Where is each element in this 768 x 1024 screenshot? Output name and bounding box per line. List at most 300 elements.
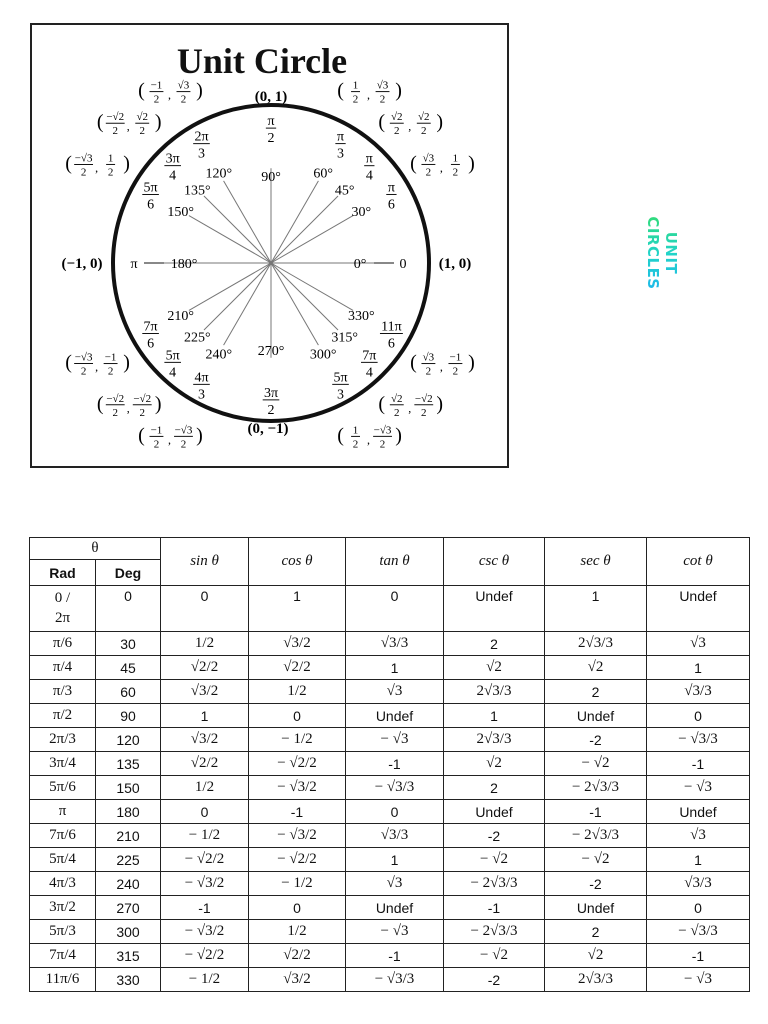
svg-text:2: 2 — [112, 125, 118, 138]
svg-text:,: , — [408, 119, 412, 134]
svg-text:−√3: −√3 — [74, 351, 93, 364]
cell-sin: √3/2 — [161, 680, 249, 704]
cell-rad: 5π/3 — [30, 920, 96, 944]
cell-deg: 0 — [96, 586, 161, 632]
svg-text:): ) — [468, 351, 475, 374]
cell-cot: -1 — [647, 752, 750, 776]
cell-sec: 2√3/3 — [545, 632, 647, 656]
table-row — [30, 872, 750, 896]
svg-text:−√3: −√3 — [74, 152, 93, 165]
cell-csc: 2√3/3 — [444, 680, 545, 704]
svg-text:,: , — [439, 160, 443, 175]
cell-csc: 2 — [444, 776, 545, 800]
cell-cos: 0 — [249, 704, 346, 728]
svg-text:2: 2 — [267, 131, 275, 147]
svg-text:√2: √2 — [390, 392, 403, 405]
svg-text:√3: √3 — [422, 152, 435, 165]
svg-text:(: ( — [337, 424, 344, 447]
cell-tan: Undef — [346, 896, 444, 920]
degree-label: 90° — [261, 170, 281, 186]
cot-header: cot θ — [647, 538, 750, 586]
svg-text:,: , — [367, 432, 371, 447]
svg-text:2: 2 — [452, 365, 459, 378]
svg-text:,: , — [167, 432, 171, 447]
svg-text:): ) — [395, 79, 402, 102]
rad-header: Rad — [30, 560, 96, 586]
degree-label: 210° — [167, 309, 194, 325]
svg-text:2: 2 — [180, 438, 187, 451]
svg-text:1: 1 — [107, 152, 114, 165]
cell-sin: − √3/2 — [161, 872, 249, 896]
table-row — [30, 896, 750, 920]
svg-text:3: 3 — [197, 146, 205, 162]
table-row — [30, 586, 750, 632]
cell-cos: 0 — [249, 896, 346, 920]
svg-text:(: ( — [138, 424, 145, 447]
cell-sin: √2/2 — [161, 656, 249, 680]
cell-tan: √3/3 — [346, 632, 444, 656]
svg-text:2: 2 — [425, 166, 432, 179]
cell-sec: 1 — [545, 586, 647, 632]
svg-text:(: ( — [410, 152, 417, 175]
degree-label: 150° — [167, 204, 194, 220]
svg-text:): ) — [468, 152, 475, 175]
radian-label — [193, 130, 210, 162]
cell-deg: 300 — [96, 920, 161, 944]
coordinate-label — [97, 111, 162, 137]
cell-cot: -1 — [647, 944, 750, 968]
svg-text:√3: √3 — [177, 79, 190, 92]
cell-csc: − √2 — [444, 848, 545, 872]
coordinate-label — [138, 80, 203, 106]
cell-tan: − √3/3 — [346, 776, 444, 800]
svg-text:7π: 7π — [362, 348, 377, 364]
cell-cos: − √3/2 — [249, 824, 346, 848]
cos-header: cos θ — [249, 538, 346, 586]
svg-text:2: 2 — [379, 93, 386, 106]
svg-text:2: 2 — [80, 166, 87, 179]
svg-text:(: ( — [378, 392, 386, 415]
cell-sin: 1/2 — [161, 632, 249, 656]
radian-label — [263, 386, 280, 418]
cell-csc: 1 — [444, 704, 545, 728]
cell-deg: 330 — [96, 968, 161, 992]
svg-text:): ) — [436, 111, 444, 134]
cell-cos: − √2/2 — [249, 752, 346, 776]
cell-rad: π/2 — [30, 704, 96, 728]
cell-sin: √3/2 — [161, 728, 249, 752]
degree-label: 60° — [313, 166, 333, 182]
coordinate-label — [410, 152, 475, 178]
cell-sin: 1/2 — [161, 776, 249, 800]
svg-text:−√2: −√2 — [133, 392, 152, 405]
cell-rad: 3π/4 — [30, 752, 96, 776]
cell-cot: Undef — [647, 586, 750, 632]
deg-header: Deg — [96, 560, 161, 586]
svg-text:−1: −1 — [449, 351, 462, 364]
cell-sin: − √2/2 — [161, 848, 249, 872]
cell-rad: 7π/4 — [30, 944, 96, 968]
cell-cos: √3/2 — [249, 632, 346, 656]
cell-rad: π/3 — [30, 680, 96, 704]
radian-label — [164, 152, 181, 184]
radian-label — [364, 152, 374, 184]
coordinate-label — [97, 393, 162, 419]
circle-title: Unit Circle — [176, 41, 348, 81]
svg-text:,: , — [126, 400, 130, 415]
cell-rad: 0 / 2π — [30, 586, 96, 632]
svg-text:1: 1 — [352, 424, 359, 437]
cell-sin: − 1/2 — [161, 824, 249, 848]
cell-tan: − √3 — [346, 920, 444, 944]
svg-text:,: , — [439, 359, 443, 374]
svg-text:2: 2 — [80, 365, 87, 378]
svg-text:−√2: −√2 — [414, 392, 433, 405]
svg-text:11π: 11π — [381, 319, 402, 335]
coordinate-label — [65, 152, 130, 178]
cell-tan: √3 — [346, 680, 444, 704]
table-body — [30, 586, 750, 992]
cell-deg: 120 — [96, 728, 161, 752]
sec-header: sec θ — [545, 538, 647, 586]
svg-text:2: 2 — [139, 406, 145, 419]
point-left: (−1, 0) — [61, 256, 103, 272]
svg-text:π: π — [365, 151, 373, 167]
cell-cos: − √2/2 — [249, 848, 346, 872]
cell-tan: √3/3 — [346, 824, 444, 848]
degree-label: 225° — [183, 330, 211, 346]
degree-label: 330° — [348, 309, 375, 325]
cell-csc: -1 — [444, 896, 545, 920]
cell-cos: 1/2 — [249, 920, 346, 944]
svg-text:π: π — [387, 180, 395, 196]
cell-rad: π/4 — [30, 656, 96, 680]
table-row — [30, 848, 750, 872]
cell-rad: π — [30, 800, 96, 824]
svg-text:4: 4 — [169, 365, 177, 381]
cell-csc: − 2√3/3 — [444, 872, 545, 896]
cell-cos: − 1/2 — [249, 728, 346, 752]
svg-text:2: 2 — [421, 125, 427, 138]
svg-text:): ) — [154, 111, 162, 134]
svg-text:,: , — [126, 119, 130, 134]
cell-tan: Undef — [346, 704, 444, 728]
cell-sec: 2 — [545, 680, 647, 704]
table-row — [30, 656, 750, 680]
cell-rad: 4π/3 — [30, 872, 96, 896]
cell-rad: 5π/4 — [30, 848, 96, 872]
svg-text:5π: 5π — [143, 180, 158, 196]
degree-label: 240° — [205, 347, 233, 363]
point-bottom: (0, −1) — [247, 421, 289, 437]
cell-cot: √3 — [647, 632, 750, 656]
cell-tan: − √3/3 — [346, 968, 444, 992]
cell-rad: π/6 — [30, 632, 96, 656]
svg-text:): ) — [395, 424, 402, 447]
svg-text:(: ( — [378, 111, 386, 134]
radian-label — [332, 370, 349, 402]
cell-sin: − √3/2 — [161, 920, 249, 944]
point-right: (1, 0) — [438, 256, 472, 272]
table-row — [30, 800, 750, 824]
coordinate-label — [337, 80, 402, 106]
svg-text:4: 4 — [169, 168, 177, 184]
label-180-rad: π — [130, 257, 138, 272]
svg-text:(: ( — [337, 79, 344, 102]
radian-label — [142, 180, 159, 212]
theta-header: θ — [30, 538, 161, 560]
cell-csc: √2 — [444, 752, 545, 776]
svg-text:3π: 3π — [165, 151, 180, 167]
svg-text:4: 4 — [365, 168, 373, 184]
cell-cos: − √3/2 — [249, 776, 346, 800]
svg-text:): ) — [154, 392, 162, 415]
cell-cot: √3/3 — [647, 680, 750, 704]
coordinate-label — [378, 393, 443, 419]
svg-text:π: π — [267, 114, 275, 130]
svg-text:(: ( — [65, 351, 72, 374]
cell-sin: 1 — [161, 704, 249, 728]
cell-sec: √2 — [545, 944, 647, 968]
cell-csc: − √2 — [444, 944, 545, 968]
cell-cot: − √3/3 — [647, 920, 750, 944]
svg-text:3π: 3π — [263, 385, 279, 401]
cell-deg: 315 — [96, 944, 161, 968]
radian-label — [142, 320, 159, 352]
degree-label: 300° — [309, 347, 337, 363]
svg-text:4π: 4π — [194, 370, 209, 386]
cell-sin: − √2/2 — [161, 944, 249, 968]
cell-cos: -1 — [249, 800, 346, 824]
label-0-deg: 0° — [353, 257, 367, 272]
svg-text:7π: 7π — [143, 319, 158, 335]
cell-deg: 135 — [96, 752, 161, 776]
svg-text:2: 2 — [153, 438, 160, 451]
radian-label — [164, 348, 181, 380]
radian-label — [361, 348, 378, 380]
degree-label: 120° — [205, 166, 233, 182]
svg-text:): ) — [123, 351, 130, 374]
svg-text:,: , — [408, 400, 412, 415]
svg-text:√2: √2 — [417, 111, 430, 124]
svg-text:6: 6 — [147, 336, 155, 352]
svg-text:√2: √2 — [136, 111, 149, 124]
cell-cot: 1 — [647, 656, 750, 680]
svg-text:,: , — [95, 359, 99, 374]
svg-text:2: 2 — [107, 365, 114, 378]
sin-header: sin θ — [161, 538, 249, 586]
label-0-rad: 0 — [399, 257, 407, 272]
cell-tan: 1 — [346, 848, 444, 872]
svg-text:−1: −1 — [104, 351, 117, 364]
svg-text:1: 1 — [452, 152, 459, 165]
table-row — [30, 920, 750, 944]
cell-sec: − √2 — [545, 752, 647, 776]
cell-cos: √2/2 — [249, 656, 346, 680]
cell-sec: − 2√3/3 — [545, 776, 647, 800]
svg-text:5π: 5π — [333, 370, 348, 386]
cell-csc: Undef — [444, 586, 545, 632]
cell-sec: √2 — [545, 656, 647, 680]
svg-text:(: ( — [410, 351, 417, 374]
svg-text:√3: √3 — [376, 79, 389, 92]
cell-csc: √2 — [444, 656, 545, 680]
svg-text:2: 2 — [425, 365, 432, 378]
svg-text:3: 3 — [197, 387, 205, 403]
cell-sin: 0 — [161, 586, 249, 632]
svg-text:6: 6 — [387, 197, 395, 213]
cell-deg: 180 — [96, 800, 161, 824]
svg-text:2: 2 — [180, 93, 187, 106]
svg-text:2: 2 — [153, 93, 160, 106]
table-row — [30, 824, 750, 848]
cell-sec: -2 — [545, 728, 647, 752]
cell-rad: 11π/6 — [30, 968, 96, 992]
cell-tan: -1 — [346, 752, 444, 776]
label-180-deg: 180° — [170, 257, 198, 272]
degree-label: 315° — [331, 330, 359, 346]
coordinate-label — [378, 111, 443, 137]
tan-header: tan θ — [346, 538, 444, 586]
cell-cos: − 1/2 — [249, 872, 346, 896]
radian-label — [386, 180, 396, 212]
cell-deg: 60 — [96, 680, 161, 704]
svg-text:−√2: −√2 — [106, 392, 125, 405]
radian-label — [266, 114, 276, 146]
cell-tan: 0 — [346, 586, 444, 632]
table-row — [30, 704, 750, 728]
svg-text:2: 2 — [352, 438, 359, 451]
table-row — [30, 776, 750, 800]
svg-text:2: 2 — [394, 406, 400, 419]
svg-text:−1: −1 — [150, 79, 163, 92]
cell-csc: -2 — [444, 968, 545, 992]
cell-tan: 1 — [346, 656, 444, 680]
svg-text:2π: 2π — [194, 129, 209, 145]
svg-text:π: π — [336, 129, 345, 145]
svg-text:√3: √3 — [422, 351, 435, 364]
svg-text:(: ( — [65, 152, 72, 175]
cell-cos: √2/2 — [249, 944, 346, 968]
coordinate-label — [65, 352, 130, 378]
svg-text:2: 2 — [379, 438, 386, 451]
csc-header: csc θ — [444, 538, 545, 586]
cell-csc: -2 — [444, 824, 545, 848]
cell-deg: 225 — [96, 848, 161, 872]
degree-label: 135° — [183, 183, 211, 199]
table-row — [30, 680, 750, 704]
svg-text:−1: −1 — [150, 424, 163, 437]
radian-label — [335, 130, 345, 162]
svg-text:2: 2 — [139, 125, 145, 138]
cell-cos: √3/2 — [249, 968, 346, 992]
cell-sec: − 2√3/3 — [545, 824, 647, 848]
cell-cot: Undef — [647, 800, 750, 824]
cell-cos: 1 — [249, 586, 346, 632]
cell-sin: 0 — [161, 800, 249, 824]
cell-cos: 1/2 — [249, 680, 346, 704]
svg-text:,: , — [167, 87, 171, 102]
table-row — [30, 944, 750, 968]
cell-sec: Undef — [545, 704, 647, 728]
coordinate-label — [138, 424, 203, 450]
cell-sec: 2 — [545, 920, 647, 944]
svg-text:6: 6 — [147, 197, 155, 213]
cell-csc: − 2√3/3 — [444, 920, 545, 944]
cell-tan: 0 — [346, 800, 444, 824]
svg-text:−√3: −√3 — [174, 424, 193, 437]
degree-label: 45° — [334, 183, 355, 199]
cell-sin: √2/2 — [161, 752, 249, 776]
cell-rad: 5π/6 — [30, 776, 96, 800]
cell-csc: 2 — [444, 632, 545, 656]
svg-text:(: ( — [96, 392, 104, 415]
cell-deg: 270 — [96, 896, 161, 920]
svg-text:(: ( — [96, 111, 104, 134]
svg-text:2: 2 — [394, 125, 400, 138]
svg-text:3: 3 — [337, 387, 345, 403]
cell-cot: 1 — [647, 848, 750, 872]
cell-csc: Undef — [444, 800, 545, 824]
cell-sec: Undef — [545, 896, 647, 920]
cell-deg: 150 — [96, 776, 161, 800]
svg-text:,: , — [367, 87, 371, 102]
svg-text:6: 6 — [387, 336, 395, 352]
svg-text:): ) — [123, 152, 130, 175]
radian-label — [380, 320, 403, 352]
table-row — [30, 968, 750, 992]
coordinate-label — [410, 352, 475, 378]
svg-text:2: 2 — [107, 166, 114, 179]
svg-text:,: , — [95, 160, 99, 175]
table-row — [30, 728, 750, 752]
cell-cot: √3 — [647, 824, 750, 848]
trig-values-table — [29, 537, 750, 992]
cell-rad: 3π/2 — [30, 896, 96, 920]
cell-deg: 30 — [96, 632, 161, 656]
cell-sin: -1 — [161, 896, 249, 920]
cell-sec: − √2 — [545, 848, 647, 872]
cell-cot: − √3 — [647, 776, 750, 800]
svg-text:2: 2 — [452, 166, 459, 179]
table-row — [30, 632, 750, 656]
radian-label — [193, 370, 210, 402]
table-row — [30, 752, 750, 776]
cell-deg: 210 — [96, 824, 161, 848]
svg-text:2: 2 — [112, 406, 118, 419]
coordinate-label — [337, 424, 402, 450]
svg-text:−√2: −√2 — [106, 111, 125, 124]
svg-text:1: 1 — [352, 79, 359, 92]
cell-cot: 0 — [647, 896, 750, 920]
unit-circle-panel — [30, 23, 509, 468]
unit-circle-diagram — [32, 25, 507, 466]
svg-text:2: 2 — [421, 406, 427, 419]
svg-text:4: 4 — [365, 365, 373, 381]
svg-text:2: 2 — [267, 402, 275, 418]
svg-text:): ) — [436, 392, 444, 415]
degree-label: 270° — [257, 343, 285, 359]
cell-tan: -1 — [346, 944, 444, 968]
point-top: (0, 1) — [254, 89, 288, 105]
degree-label: 30° — [351, 204, 372, 220]
cell-deg: 90 — [96, 704, 161, 728]
svg-text:): ) — [196, 79, 203, 102]
svg-text:2: 2 — [352, 93, 359, 106]
cell-deg: 240 — [96, 872, 161, 896]
svg-text:5π: 5π — [165, 348, 180, 364]
cell-cot: 0 — [647, 704, 750, 728]
